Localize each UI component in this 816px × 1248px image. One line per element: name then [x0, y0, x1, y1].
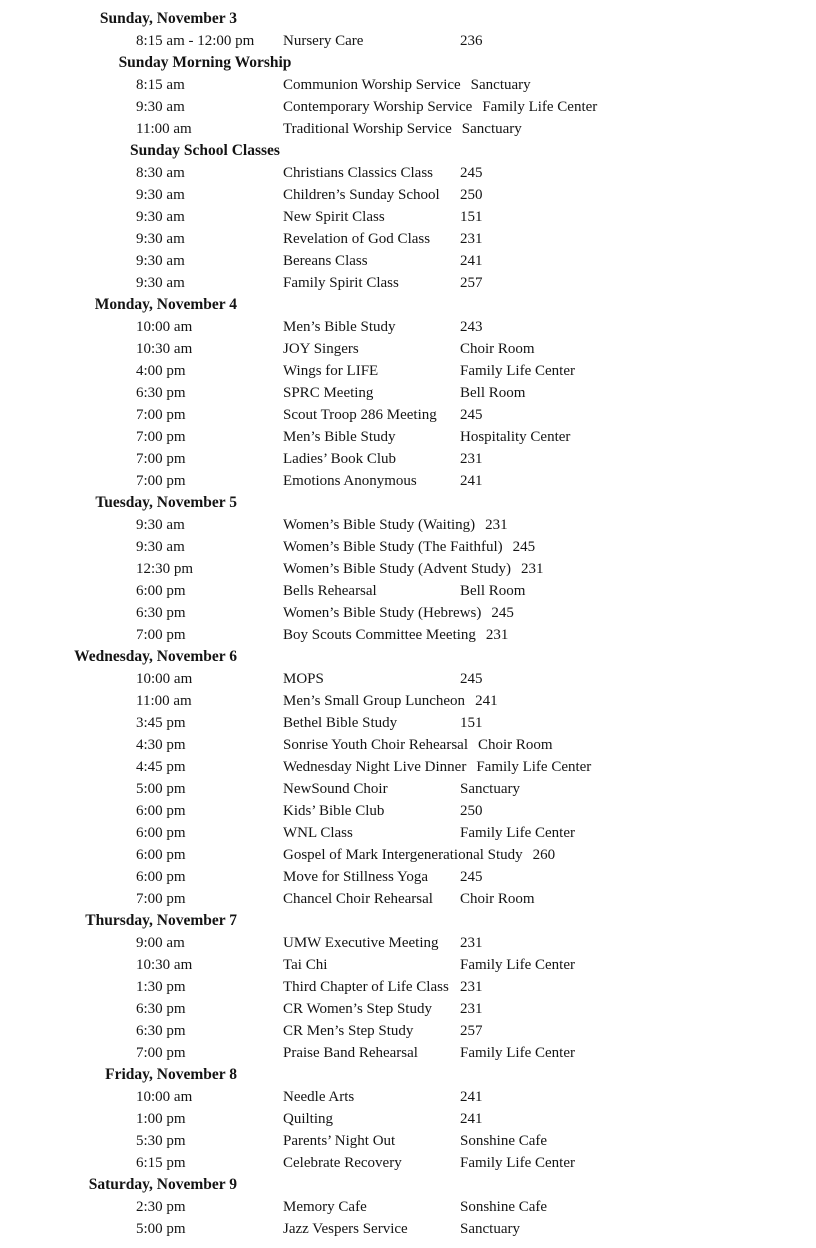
event-time: 7:00 pm [136, 473, 186, 489]
event-location: 257 [460, 1023, 483, 1039]
event-name: Women’s Bible Study (Waiting) [283, 517, 476, 533]
event-row [0, 206, 816, 228]
day-title: Sunday, November 3 [99, 10, 237, 27]
event-name: Revelation of God Class [283, 231, 431, 247]
event-row [0, 690, 816, 712]
event-time: 5:30 pm [136, 1133, 186, 1149]
event-time: 5:00 pm [136, 781, 186, 797]
event-location: 231 [460, 451, 483, 467]
event-row [0, 580, 816, 602]
event-location: 243 [460, 319, 483, 335]
event-time: 9:30 am [136, 253, 185, 269]
event-location: Sanctuary [460, 1221, 520, 1237]
event-location: 231 [485, 627, 509, 643]
schedule-list [0, 8, 816, 1240]
event-location: Bell Room [460, 583, 526, 599]
event-row [0, 1086, 816, 1108]
event-name: Sonrise Youth Choir Rehearsal [283, 737, 468, 753]
event-row [0, 118, 816, 140]
event-row [0, 1130, 816, 1152]
event-location: 250 [460, 187, 483, 203]
day-items [0, 932, 816, 1064]
event-location: 245 [460, 407, 483, 423]
event-time: 7:00 pm [136, 451, 186, 467]
event-time: 9:30 am [136, 517, 185, 533]
event-name: Gospel of Mark Intergenerational Study [283, 847, 523, 863]
event-name: WNL Class [283, 825, 353, 841]
day-title: Monday, November 4 [94, 296, 237, 313]
event-time: 7:00 pm [136, 627, 186, 643]
event-time: 4:30 pm [136, 737, 186, 753]
event-time: 6:00 pm [136, 847, 186, 863]
event-location: 250 [460, 803, 483, 819]
event-row [0, 778, 816, 800]
event-time: 8:15 am - 12:00 pm [136, 33, 255, 49]
event-location: 241 [460, 1089, 483, 1105]
event-row [0, 998, 816, 1020]
event-location: 231 [520, 561, 544, 577]
event-row [0, 954, 816, 976]
day-items [0, 30, 816, 294]
event-row [0, 1042, 816, 1064]
event-location: 236 [460, 33, 483, 49]
event-location: Family Life Center [460, 1155, 575, 1171]
event-name: Third Chapter of Life Class [283, 979, 449, 995]
event-name: Bereans Class [283, 253, 368, 269]
event-time: 9:30 am [136, 539, 185, 555]
event-row [0, 558, 816, 580]
event-row [0, 316, 816, 338]
event-name: CR Men’s Step Study [283, 1023, 414, 1039]
event-location: Sonshine Cafe [460, 1133, 548, 1149]
event-name: Boy Scouts Committee Meeting [283, 627, 476, 643]
event-time: 7:00 pm [136, 891, 186, 907]
event-time: 6:00 pm [136, 583, 186, 599]
event-name: Memory Cafe [283, 1199, 367, 1215]
section-subheading: Sunday Morning Worship [118, 54, 292, 71]
event-time: 10:00 am [136, 671, 193, 687]
event-location: 245 [460, 671, 483, 687]
event-name: Jazz Vespers Service [283, 1221, 408, 1237]
event-name: Men’s Bible Study [283, 319, 396, 335]
event-name: UMW Executive Meeting [283, 935, 439, 951]
event-name: New Spirit Class [283, 209, 385, 225]
event-row [0, 866, 816, 888]
event-time: 10:30 am [136, 957, 193, 973]
event-row [0, 712, 816, 734]
event-name: Ladies’ Book Club [283, 451, 397, 467]
event-row [0, 360, 816, 382]
event-name: Nursery Care [283, 33, 364, 49]
day-section [0, 294, 816, 492]
event-row [0, 426, 816, 448]
event-name: Men’s Small Group Luncheon [283, 693, 466, 709]
day-title: Thursday, November 7 [85, 912, 237, 929]
event-name: SPRC Meeting [283, 385, 374, 401]
event-location: 257 [460, 275, 483, 291]
event-row [0, 932, 816, 954]
day-title: Friday, November 8 [105, 1066, 237, 1083]
event-row [0, 602, 816, 624]
event-time: 2:30 pm [136, 1199, 186, 1215]
event-location: Sanctuary [461, 121, 522, 137]
day-items [0, 668, 816, 910]
event-name: Women’s Bible Study (Advent Study) [283, 561, 511, 577]
event-name: Men’s Bible Study [283, 429, 396, 445]
event-row [0, 470, 816, 492]
event-time: 6:30 pm [136, 385, 186, 401]
day-section [0, 910, 816, 1064]
event-time: 5:00 pm [136, 1221, 186, 1237]
event-time: 9:30 am [136, 275, 185, 291]
event-time: 9:30 am [136, 209, 185, 225]
event-location: 241 [460, 473, 483, 489]
day-section [0, 1064, 816, 1174]
event-location: 231 [485, 517, 508, 533]
event-name: Bells Rehearsal [283, 583, 377, 599]
event-name: NewSound Choir [283, 781, 388, 797]
event-row [0, 734, 816, 756]
event-location: Sonshine Cafe [460, 1199, 548, 1215]
event-location: 260 [532, 847, 556, 863]
day-items [0, 514, 816, 646]
event-name: Women’s Bible Study (The Faithful) [283, 539, 503, 555]
event-location: 151 [460, 715, 483, 731]
event-location: Family Life Center [460, 957, 575, 973]
event-row [0, 30, 816, 52]
event-location: 151 [460, 209, 483, 225]
event-location: 231 [460, 1001, 483, 1017]
event-location: 231 [460, 231, 483, 247]
day-items [0, 1196, 816, 1240]
event-name: Wings for LIFE [283, 363, 379, 379]
event-row [0, 536, 816, 558]
event-name: Communion Worship Service [283, 77, 461, 93]
event-location: 245 [512, 539, 536, 555]
event-location: 245 [460, 165, 483, 181]
event-name: MOPS [283, 671, 324, 687]
event-time: 7:00 pm [136, 429, 186, 445]
event-location: 241 [475, 693, 498, 709]
event-time: 9:00 am [136, 935, 185, 951]
event-row [0, 162, 816, 184]
event-location: 245 [460, 869, 483, 885]
event-location: Sanctuary [460, 781, 520, 797]
event-name: Contemporary Worship Service [283, 99, 473, 115]
event-location: Choir Room [460, 341, 535, 357]
event-name: Chancel Choir Rehearsal [283, 891, 433, 907]
event-row [0, 250, 816, 272]
event-row [0, 448, 816, 470]
day-title: Tuesday, November 5 [95, 494, 237, 511]
event-time: 8:30 am [136, 165, 185, 181]
event-time: 10:00 am [136, 319, 193, 335]
day-title: Saturday, November 9 [88, 1176, 237, 1193]
event-location: 241 [460, 1111, 483, 1127]
event-time: 11:00 am [136, 693, 192, 709]
event-name: Celebrate Recovery [283, 1155, 402, 1171]
day-items [0, 316, 816, 492]
event-time: 1:30 pm [136, 979, 186, 995]
event-name: Needle Arts [283, 1089, 355, 1105]
event-location: 231 [460, 979, 483, 995]
event-row [0, 1152, 816, 1174]
event-name: Move for Stillness Yoga [283, 869, 429, 885]
event-location: Family Life Center [476, 759, 592, 775]
event-time: 6:30 pm [136, 1001, 186, 1017]
event-location: 245 [491, 605, 514, 621]
section-subheading: Sunday School Classes [130, 142, 280, 159]
event-location: Choir Room [478, 737, 553, 753]
event-time: 6:00 pm [136, 803, 186, 819]
event-time: 9:30 am [136, 187, 185, 203]
event-location: 231 [460, 935, 483, 951]
event-location: Sanctuary [470, 77, 531, 93]
event-name: Scout Troop 286 Meeting [283, 407, 437, 423]
event-location: Choir Room [460, 891, 535, 907]
event-time: 6:30 pm [136, 605, 186, 621]
event-name: Family Spirit Class [283, 275, 399, 291]
event-name: Praise Band Rehearsal [283, 1045, 418, 1061]
event-row [0, 514, 816, 536]
event-time: 6:00 pm [136, 869, 186, 885]
event-location: 241 [460, 253, 483, 269]
day-section [0, 492, 816, 646]
event-time: 3:45 pm [136, 715, 186, 731]
day-section [0, 1174, 816, 1240]
event-row [0, 976, 816, 998]
event-row [0, 184, 816, 206]
event-location: Family Life Center [460, 1045, 575, 1061]
event-row [0, 228, 816, 250]
event-name: CR Women’s Step Study [283, 1001, 432, 1017]
event-row [0, 756, 816, 778]
event-row [0, 888, 816, 910]
event-row [0, 668, 816, 690]
event-row [0, 624, 816, 646]
event-name: Wednesday Night Live Dinner [283, 759, 467, 775]
event-row [0, 1196, 816, 1218]
event-row [0, 404, 816, 426]
event-location: Family Life Center [460, 363, 575, 379]
day-title: Wednesday, November 6 [74, 648, 237, 665]
event-row [0, 272, 816, 294]
event-row [0, 74, 816, 96]
event-time: 6:30 pm [136, 1023, 186, 1039]
event-row [0, 1218, 816, 1240]
event-location: Family Life Center [482, 99, 598, 115]
event-row [0, 382, 816, 404]
event-time: 7:00 pm [136, 407, 186, 423]
event-name: JOY Singers [283, 341, 359, 357]
event-row [0, 800, 816, 822]
event-row [0, 1108, 816, 1130]
event-time: 4:45 pm [136, 759, 186, 775]
event-name: Traditional Worship Service [283, 121, 452, 137]
event-row [0, 1020, 816, 1042]
event-name: Kids’ Bible Club [283, 803, 385, 819]
day-items [0, 1086, 816, 1174]
event-time: 6:00 pm [136, 825, 186, 841]
event-location: Family Life Center [460, 825, 575, 841]
event-time: 6:15 pm [136, 1155, 186, 1171]
event-name: Christians Classics Class [283, 165, 434, 181]
event-name: Tai Chi [283, 957, 328, 973]
event-time: 7:00 pm [136, 1045, 186, 1061]
event-location: Hospitality Center [460, 429, 571, 445]
event-row [0, 96, 816, 118]
event-name: Women’s Bible Study (Hebrews) [283, 605, 482, 621]
day-section [0, 8, 816, 294]
event-name: Children’s Sunday School [283, 187, 440, 203]
event-time: 9:30 am [136, 231, 185, 247]
event-location: Bell Room [460, 385, 526, 401]
event-row [0, 844, 816, 866]
event-time: 11:00 am [136, 121, 192, 137]
event-time: 9:30 am [136, 99, 185, 115]
day-section [0, 646, 816, 910]
event-time: 1:00 pm [136, 1111, 186, 1127]
event-time: 10:00 am [136, 1089, 193, 1105]
event-row [0, 338, 816, 360]
event-time: 10:30 am [136, 341, 193, 357]
event-name: Emotions Anonymous [283, 473, 417, 489]
event-time: 12:30 pm [136, 561, 194, 577]
event-name: Quilting [283, 1111, 334, 1127]
event-time: 4:00 pm [136, 363, 186, 379]
event-time: 8:15 am [136, 77, 185, 93]
event-row [0, 822, 816, 844]
event-name: Parents’ Night Out [283, 1133, 396, 1149]
event-name: Bethel Bible Study [283, 715, 398, 731]
